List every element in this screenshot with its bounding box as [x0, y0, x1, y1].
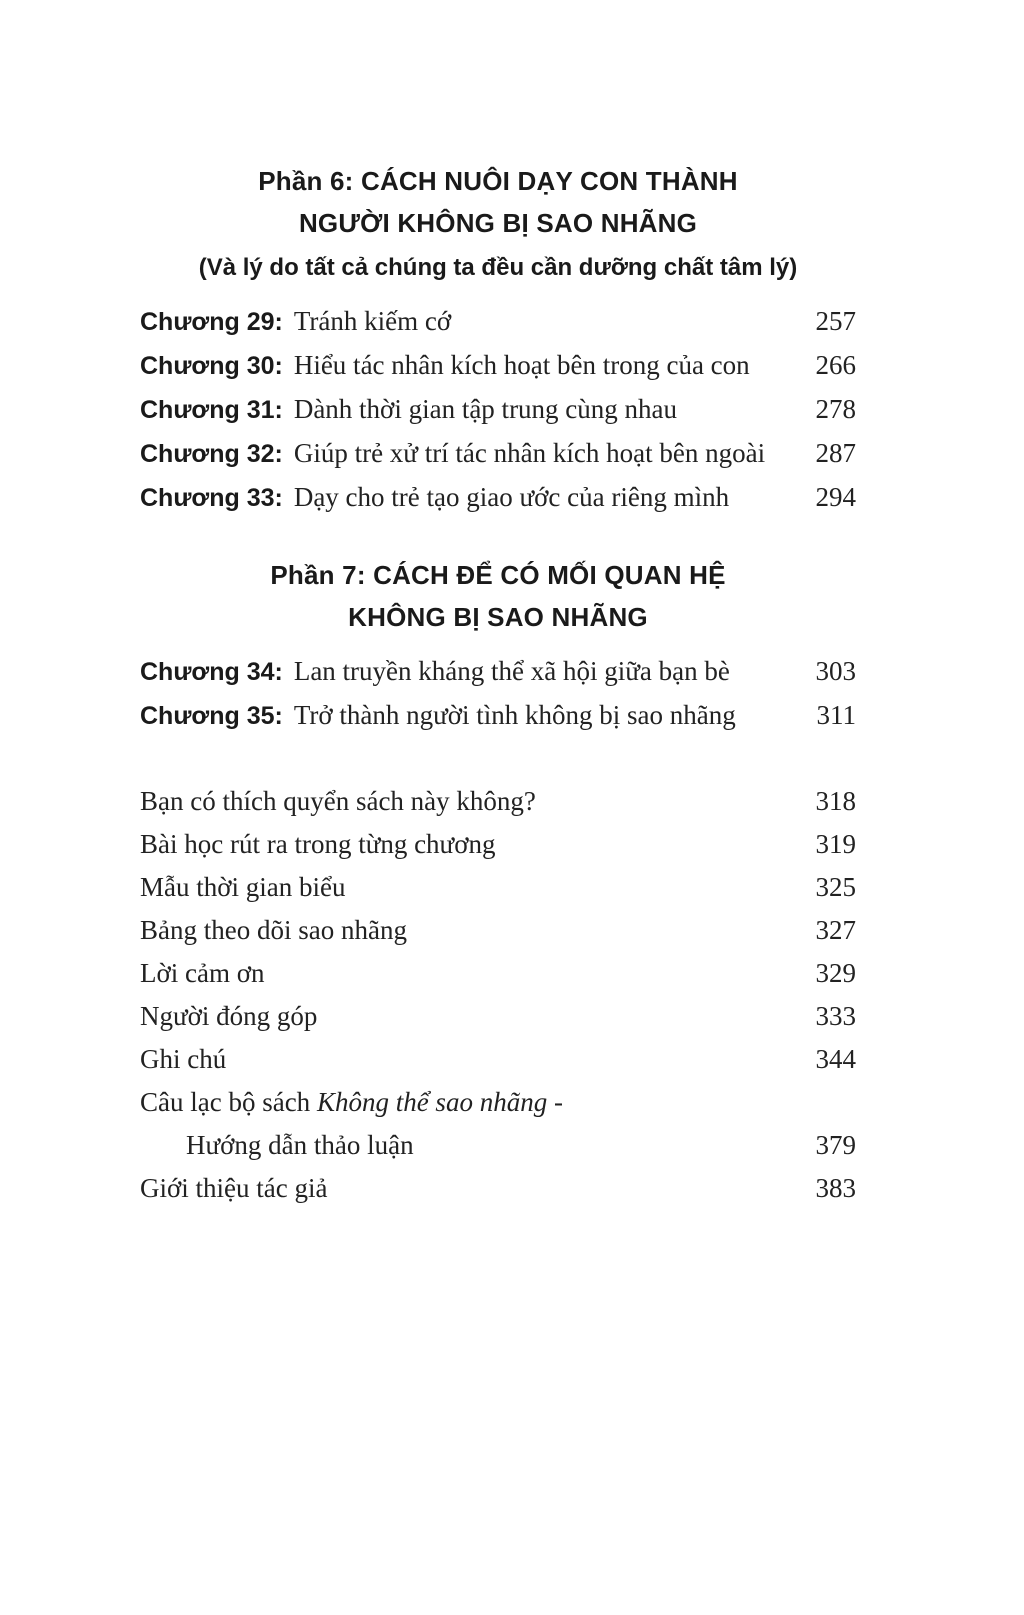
section-heading-line: Phần 6: CÁCH NUÔI DẠY CON THÀNH	[258, 166, 738, 196]
entry-page-number: 278	[815, 394, 856, 424]
entry-title: Giới thiệu tác giả	[140, 1173, 328, 1203]
entry-title: Ghi chú	[140, 1044, 227, 1074]
section-heading-line: KHÔNG BỊ SAO NHÃNG	[348, 602, 648, 632]
toc-entry-book-club-line2	[140, 1124, 856, 1167]
entry-title: Giúp trẻ xử trí tác nhân kích hoạt bên ngoài	[293, 438, 766, 468]
toc-entry	[140, 909, 856, 952]
toc-entries	[140, 650, 856, 738]
entry-page-number: 303	[815, 656, 856, 686]
entry-page-number: 379	[815, 1130, 856, 1160]
toc-entry	[140, 344, 856, 388]
entry-title: Người đóng góp	[140, 1001, 318, 1031]
toc-entry	[140, 780, 856, 823]
entry-page-number: 325	[815, 872, 856, 902]
entry-chapter-label: Chương 33:	[140, 484, 283, 512]
entry-chapter-label: Chương 34:	[140, 658, 283, 686]
entry-page-number: 319	[815, 829, 856, 859]
section-heading-line: Phần 7: CÁCH ĐỂ CÓ MỐI QUAN HỆ	[270, 560, 726, 590]
entry-page-number: 294	[815, 482, 856, 512]
section-part7	[140, 554, 856, 738]
entry-title: Bạn có thích quyển sách này không?	[140, 786, 536, 816]
entry-page-number: 311	[816, 700, 856, 730]
book-club-prefix: Câu lạc bộ sách	[140, 1087, 317, 1117]
toc-entry	[140, 650, 856, 694]
entry-title: Mẫu thời gian biểu	[140, 872, 346, 902]
toc-entry	[140, 823, 856, 866]
entry-page-number: 318	[815, 786, 856, 816]
toc-entries	[140, 300, 856, 520]
entry-page-number: 383	[815, 1173, 856, 1203]
section-backmatter	[140, 780, 856, 1210]
entry-chapter-label: Chương 35:	[140, 702, 283, 730]
entry-title: Lời cảm ơn	[140, 958, 265, 988]
toc-entry	[140, 476, 856, 520]
entry-page-number: 287	[815, 438, 856, 468]
entry-page-number: 266	[815, 350, 856, 380]
entry-title: Dạy cho trẻ tạo giao ước của riêng mình	[293, 482, 730, 512]
section-part6	[140, 160, 856, 520]
toc-entry	[140, 1038, 856, 1081]
entry-page-number: 333	[815, 1001, 856, 1031]
entry-chapter-label: Chương 30:	[140, 352, 283, 380]
entry-title	[140, 1081, 563, 1124]
entry-chapter-label: Chương 29:	[140, 308, 283, 336]
entry-chapter-label: Chương 31:	[140, 396, 283, 424]
toc-entry	[140, 300, 856, 344]
toc-entry	[140, 866, 856, 909]
entry-title: Hiểu tác nhân kích hoạt bên trong của con	[293, 350, 750, 380]
entry-title: Lan truyền kháng thể xã hội giữa bạn bè	[293, 656, 730, 686]
toc-entry	[140, 694, 856, 738]
toc-entry-book-club-line1	[140, 1081, 856, 1124]
entry-page-number: 329	[815, 958, 856, 988]
entry-title: Hướng dẫn thảo luận	[186, 1130, 414, 1160]
toc-entry	[140, 1167, 856, 1210]
entry-page-number: 344	[815, 1044, 856, 1074]
section-subtitle: (Và lý do tất cả chúng ta đều cần dưỡng chất tâm lý)	[198, 254, 798, 281]
toc-entry	[140, 388, 856, 432]
entry-page-number: 257	[815, 306, 856, 336]
entry-title: Trở thành người tình không bị sao nhãng	[293, 700, 736, 730]
entry-title: Tránh kiếm cớ	[293, 306, 452, 336]
section-heading-line: NGƯỜI KHÔNG BỊ SAO NHÃNG	[298, 208, 698, 238]
entry-chapter-label: Chương 32:	[140, 440, 283, 468]
entry-title: Bài học rút ra trong từng chương	[140, 829, 496, 859]
entry-title: Dành thời gian tập trung cùng nhau	[293, 394, 678, 424]
book-club-suffix: -	[547, 1087, 563, 1117]
entry-title: Bảng theo dõi sao nhãng	[140, 915, 407, 945]
entry-page-number: 327	[815, 915, 856, 945]
toc-entry	[140, 432, 856, 476]
book-club-title-italic: Không thể sao nhãng	[316, 1087, 548, 1117]
toc-entry	[140, 952, 856, 995]
toc-entry	[140, 995, 856, 1038]
